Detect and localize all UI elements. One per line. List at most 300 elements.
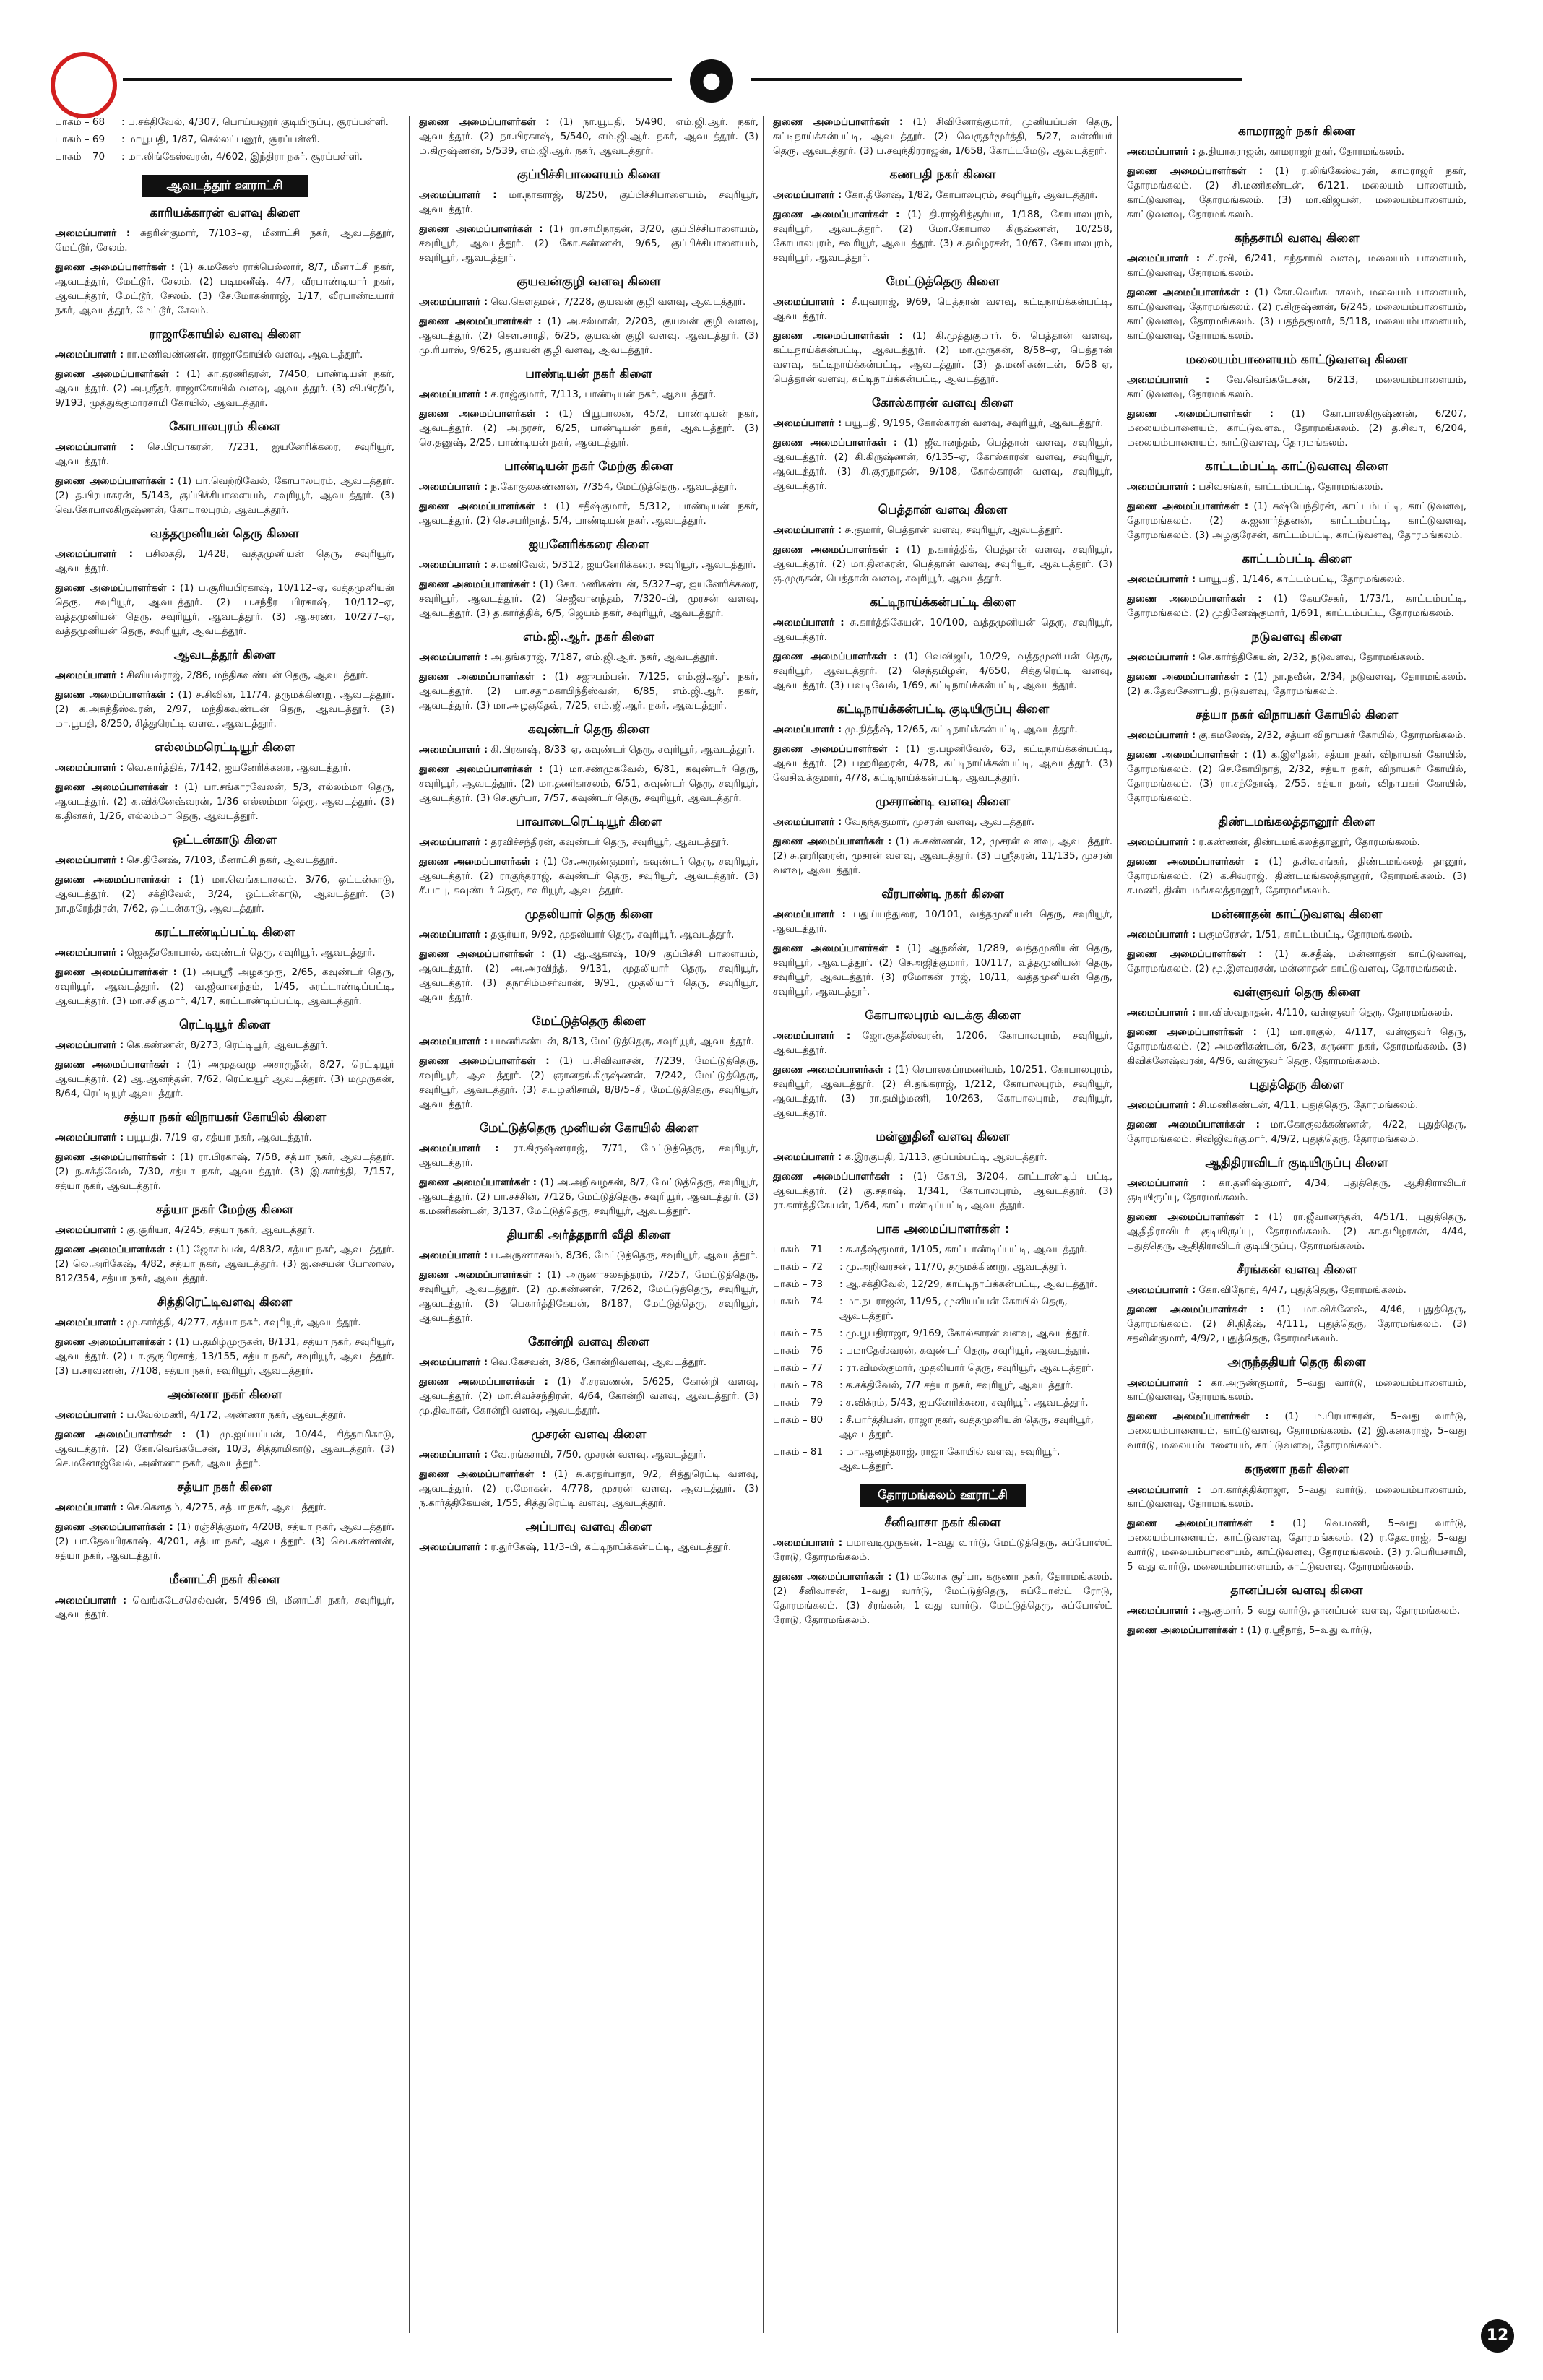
role-label: அமைப்பாளர் : xyxy=(773,524,842,537)
branch-title: கந்தசாமி வளவு கிளை xyxy=(1234,231,1360,246)
branch-title: எல்லம்மரெட்டியூர் கிளை xyxy=(154,740,295,756)
branch-title: கருணா நகர் கிளை xyxy=(1244,1462,1349,1477)
role-label: துணை அமைப்பாளர்கள் : xyxy=(419,579,537,591)
organizer-entry xyxy=(55,1336,394,1379)
panchayat-heading: தோரமங்கலம் ஊராட்சி xyxy=(860,1484,1026,1507)
booth-entry xyxy=(773,1362,1112,1376)
organizer-entry xyxy=(1127,748,1466,806)
booth-entry xyxy=(773,1278,1112,1292)
role-label: அமைப்பாளர் : xyxy=(55,441,134,454)
role-label: துணை அமைப்பாளர்கள் : xyxy=(773,209,900,221)
role-label: அமைப்பாளர் : xyxy=(55,947,124,959)
organizer-entry xyxy=(55,1131,394,1146)
branch-title: கோன்றி வளவு கிளை xyxy=(527,1335,649,1350)
member-details: (1) கேயசேகர், 1/73/1, காட்டம்பட்டி, தோரமங்கலம். (2) முதினேஷ்குமார், 1/691, காட்டம்பட்டி, தோரமங்கலம். xyxy=(1127,593,1466,620)
member-details: வெ.கார்த்திக், 7/142, ஐயனேரிக்கரை, ஆவடத்தூர். xyxy=(126,762,351,774)
role-label: அமைப்பாளர் : xyxy=(55,228,131,240)
booth-organizer: : மா.நடராஜன், 11/95, முனியப்பன் கோயில் தெரு, ஆவடத்தூர். xyxy=(839,1296,1068,1322)
branch-title: ராஜாகோயில் வளவு கிளை xyxy=(149,327,301,342)
role-label: துணை அமைப்பாளர்கள் : xyxy=(55,1059,181,1071)
member-details: அ.தங்கராஜ், 7/187, எம்.ஜி.ஆர். நகர், ஆவடத்தூர். xyxy=(490,652,718,664)
role-label: அமைப்பாளர் : xyxy=(1127,253,1201,265)
role-label: துணை அமைப்பாளர்கள் : xyxy=(419,948,545,961)
organizer-entry xyxy=(419,928,758,943)
member-details: செ.கார்த்திகேயன், 2/32, நடுவளவு, தோரமங்கலம். xyxy=(1198,652,1425,664)
role-label: துணை அமைப்பாளர்கள் : xyxy=(773,836,892,848)
member-details: (1) த.சிவசங்கர், திண்டமங்கலத் தானூர், தோரமங்கலம். (2) க.சிவராஜ், திண்டமங்கலத்தானூர், தோரமங்கலம். (3) ச.மணி, திண்டமங்கலத்தானூர், தோரமங்கலம். xyxy=(1127,856,1466,897)
branch-title: பாண்டியன் நகர் மேற்கு கிளை xyxy=(504,459,673,474)
organizer-entry xyxy=(55,1243,394,1286)
member-details: (1) பா.வெற்றிவேல், கோபாலபுரம், ஆவடத்தூர். (2) த.பிரபாகரன், 5/143, குப்பிச்சிபாளையம், சவுரியூர், ஆவடத்தூர். (3) வெ.கோபாலகிருஷ்ணன், கோபாலபுரம், ஆவடத்தூர். xyxy=(55,475,394,516)
role-label: துணை அமைப்பாளர்கள் : xyxy=(419,501,548,513)
organizer-entry xyxy=(773,189,1112,203)
organizer-entry xyxy=(773,1570,1112,1628)
role-label: அமைப்பாளர் : xyxy=(1127,1177,1206,1190)
member-details: பசிலகதி, 1/428, வத்தமுனியன் தெரு, சவுரியூர், ஆவடத்தூர். xyxy=(55,548,394,575)
booth-organizer: : மு.அறிவரசன், 11/70, தருமக்கிணறு, ஆவடத்தூர். xyxy=(839,1261,1068,1273)
role-label: துணை அமைப்பாளர்கள் : xyxy=(1127,1411,1269,1423)
role-label: துணை அமைப்பாளர்கள் : xyxy=(1127,1304,1264,1316)
booth-organizer: : மா.ஆனந்தராஜ், ராஜா கோயில் வளவு, சவுரியூர், ஆவடத்தூர். xyxy=(839,1445,1060,1472)
member-details: மா.நாகராஜ், 8/250, குப்பிச்சிபாளையம், சவுரியூர், ஆவடத்தூர். xyxy=(419,189,758,216)
role-label: அமைப்பாளர் : xyxy=(55,762,124,774)
role-label: அமைப்பாளர் : xyxy=(773,189,842,202)
branch-title: அப்பாவு வளவு கிளை xyxy=(525,1520,652,1535)
role-label: அமைப்பாளர் : xyxy=(773,417,842,430)
organizer-entry xyxy=(773,208,1112,266)
member-details: ரா.விஸ்வநாதன், 4/110, வள்ளுவர் தெரு, தோரமங்கலம். xyxy=(1198,1007,1453,1019)
organizer-entry xyxy=(419,1249,758,1263)
member-details: மு.கார்த்தி, 4/277, சத்யா நகர், சவுரியூர், ஆவடத்தூர். xyxy=(126,1317,361,1329)
member-details: (1) கோ.மணிகண்டன், 5/327–ஏ, ஐயனேரிக்கரை, சவுரியூர், ஆவடத்தூர். (2) செஜீவானந்தம், 7/320–பி, முரசன் வளவு, ஆவடத்தூர். (3) த.கார்த்திக், 6/5, ஜெயம் நகர், சவுரியூர், ஆவடத்தூர். xyxy=(419,579,758,620)
member-details: (1) கோ.வெங்கடாசலம், மலையம் பாளையம், காட்டுவளவு, தோரமங்கலம். (2) ர.கிருஷ்ணன், 6/245, மலையம்பாளையம், காட்டுவளவு, தோரமங்கலம். (3) பதந்தகுமார், 5/118, மலையம்பாளையம், காட்டுவளவு, தோரமங்கலம். xyxy=(1127,287,1466,342)
column-4 xyxy=(1117,116,1466,2333)
role-label: அமைப்பாளர் : xyxy=(55,1224,124,1237)
role-label: துணை அமைப்பாளர்கள் : xyxy=(55,689,174,701)
role-label: துணை அமைப்பாளர்கள் : xyxy=(773,943,900,955)
member-details: மா.கோகுலக்கண்ணன், 4/22, புதுத்தெரு, தோரமங்கலம். சிவிஜிவர்குமார், 4/9/2, புதுத்தெரு, தோரமங்கலம். xyxy=(1127,1119,1466,1146)
booth-number: பாகம் – 80 xyxy=(773,1414,824,1426)
role-label: துணை அமைப்பாளர்கள் : xyxy=(419,1055,550,1068)
role-label: துணை அமைப்பாளர்கள் : xyxy=(55,1151,176,1164)
member-details: கெ.கண்ணன், 8/273, ரெட்டியூர், ஆவடத்தூர். xyxy=(126,1039,329,1052)
organizer-entry xyxy=(419,836,758,850)
role-label: துணை அமைப்பாளர்கள் : xyxy=(419,1269,542,1281)
role-label: துணை அமைப்பாளர்கள் : xyxy=(773,651,898,662)
role-label: துணை அமைப்பாளர்கள் : xyxy=(55,582,176,594)
panchayat-heading: ஆவடத்தூர் ஊராட்சி xyxy=(142,175,308,197)
member-details: (1) மலோக சூர்யா, கருணா நகர், தோரமங்கலம். (2) சீனிவாசன், 1–வது வார்டு, மேட்டுத்தெரு, சுப்போஸ்ட் ரோடு, தோரமங்கலம். (3) சீரங்கன், 1–வது வார்டு, மேட்டுத்தெரு, சுப்போஸ்ட் ரோடு, தோரமங்கலம். xyxy=(773,1570,1112,1626)
organizer-entry xyxy=(773,295,1112,324)
member-details: (1) மு.ஐய்யப்பன், 10/44, சித்தாமிகாடு, ஆவடத்தூர். (2) கோ.வெங்கடேசன், 10/3, சித்தாமிகாடு, ஆவடத்தூர். (3) செ.மனோஜ்வேல், அண்ணா நகர், ஆவடத்தூர். xyxy=(55,1429,394,1470)
member-details: (1) நா.நவீன், 2/34, நடுவளவு, தோரமங்கலம். (2) க.தேவசேனாபதி, நடுவளவு, தோரமங்கலம். xyxy=(1127,671,1466,698)
organizer-entry xyxy=(55,1408,394,1423)
branch-title: குப்பிச்சிபாளையம் கிளை xyxy=(517,167,661,182)
member-details: சி.ரவி, 6/241, கந்தசாமி வளவு, மலையம் பாளையம், காட்டுவளவு, தோரமங்கலம். xyxy=(1127,253,1466,280)
booth-number: பாகம் – 73 xyxy=(773,1278,824,1291)
member-details: (1) வெவிஜய், 10/29, வத்தமுனியன் தெரு, சவுரியூர், ஆவடத்தூர். (2) செந்தமிழன், 4/650, சித்துரெட்டி வளவு, ஆவடத்தூர். (3) பவடிவேல், 1/69, கட்டிநாய்க்கன்பட்டி, ஆவடத்தூர். xyxy=(773,651,1112,691)
branch-title: அண்ணா நகர் கிளை xyxy=(167,1388,282,1403)
organizer-entry xyxy=(419,1176,758,1219)
member-details: (1) கோபி, 3/204, காட்டாண்டிப் பட்டி, ஆவடத்தூர். (2) கு.சதாஷ், 1/341, கோபாலபுரம், ஆவடத்தூர். (3) ரா.கார்த்திகேயன், 1/64, காட்டாண்டிப்பட்டி, ஆவடத்தூர். xyxy=(773,1171,1112,1211)
role-label: அமைப்பாளர் : xyxy=(1127,574,1196,586)
booth-entry xyxy=(55,116,394,130)
organizer-entry xyxy=(419,651,758,665)
member-details: செ.தினேஷ், 7/103, மீனாட்சி நகர், ஆவடத்தூர். xyxy=(126,854,338,867)
member-details: (1) ர.லிங்கேஸ்வரன், காமராஜர் நகர், தோரமங்கலம். (2) சி.மணிகண்டன், 6/121, மலையம் பாளையம், காட்டுவளவு, தோரமங்கலம். (3) மா.விஜயன், மலையம்பாளையம், காட்டுவளவு, தோரமங்கலம். xyxy=(1127,165,1466,221)
booth-organizer: : மா.லிங்கேஸ்வரன், 4/602, இந்திரா நகர், சூரப்பள்ளி. xyxy=(121,150,363,163)
role-label: துணை அமைப்பாளர்கள் : xyxy=(773,1064,891,1076)
organizer-entry xyxy=(773,942,1112,1000)
role-label: அமைப்பாளர் : xyxy=(773,816,842,828)
booth-number: பாகம் – 72 xyxy=(773,1261,824,1273)
organizer-entry xyxy=(1127,480,1466,495)
member-details: (1) ந.கார்த்திக், பெத்தான் வளவு, சவுரியூர், ஆவடத்தூர். (2) மா.தினகரன், பெத்தான் வளவு, சவுரியூர், ஆவடத்தூர். (3) கு.முருகன், பெத்தான் வளவு, சவுரியூர், ஆவடத்தூர். xyxy=(773,544,1112,584)
role-label: துணை அமைப்பாளர்கள் : xyxy=(419,856,539,868)
organizer-entry xyxy=(55,348,394,363)
member-details: பதுய்யந்துரை, 10/101, வத்தமுனியன் தெரு, சவுரியூர், ஆவடத்தூர். xyxy=(773,909,1112,935)
branch-title: கட்டிநாய்க்கன்பட்டி குடியிருப்பு கிளை xyxy=(836,701,1050,717)
member-details: ஆ.குமார், 5–வது வார்டு, தானப்பன் வளவு, தோரமங்கலம். xyxy=(1198,1605,1461,1617)
role-label: அமைப்பாளர் : xyxy=(419,389,488,401)
role-label: துணை அமைப்பாளர்கள் : xyxy=(55,782,178,794)
branch-title: முசராண்டி வளவு கிளை xyxy=(875,794,1011,809)
organizer-entry xyxy=(773,1536,1112,1565)
role-label: அமைப்பாளர் : xyxy=(419,1250,488,1262)
role-label: அமைப்பாளர் : xyxy=(773,617,844,629)
branch-title: சத்யா நகர் மேற்கு கிளை xyxy=(155,1203,294,1218)
organizer-entry xyxy=(773,616,1112,645)
page-header xyxy=(0,0,1543,116)
branch-title: நடுவளவு கிளை xyxy=(1251,630,1342,645)
member-details: கு.சூரியா, 4/245, சத்யா நகர், ஆவடத்தூர். xyxy=(126,1224,316,1237)
role-label: அமைப்பாளர் : xyxy=(419,1356,488,1369)
member-details: வேநந்தகுமார், முசரன் வளவு, ஆவடத்தூர். xyxy=(844,816,1035,828)
role-label: அமைப்பாளர் : xyxy=(1127,1007,1196,1019)
branch-title: மீனாட்சி நகர் கிளை xyxy=(169,1572,280,1588)
role-label: துணை அமைப்பாளர்கள் : xyxy=(55,1336,173,1349)
branch-title: கவுண்டர் தெரு கிளை xyxy=(527,722,650,737)
booth-entry xyxy=(773,1295,1112,1324)
role-label: அமைப்பாளர் : xyxy=(55,1409,124,1421)
organizer-entry xyxy=(773,908,1112,937)
role-label: துணை அமைப்பாளர்கள் : xyxy=(773,437,898,449)
member-details: (1) வெ.மணி, 5–வது வார்டு, மலையம்பாளையம், காட்டுவளவு, தோரமங்கலம். (2) ர.தேவராஜ், 5–வது வார்டு, மலையம்பாளையம், காட்டுவளவு, தோரமங்கலம். (3) ர.பெரியசாமி, 5–வது வார்டு, மலையம்பாளையம், காட்டுவளவு, தோரமங்கலம். xyxy=(1127,1518,1466,1573)
role-label: அமைப்பாளர் : xyxy=(55,1502,124,1514)
booth-number: பாகம் – 71 xyxy=(773,1244,824,1256)
organizer-entry xyxy=(1127,1006,1466,1021)
role-label: துணை அமைப்பாளர்கள் : xyxy=(1127,749,1248,761)
member-details: (1) மா.வெங்கடாசலம், 3/76, ஒட்டன்காடு, ஆவடத்தூர். (2) சக்திவேல், 3/24, ஒட்டன்காடு, ஆவடத்தூர். (3) நா.நரேந்திரன், 7/62, ஒட்டன்காடு, ஆவடத்தூர். xyxy=(55,874,394,915)
role-label: அமைப்பாளர் : xyxy=(419,1143,499,1155)
organizer-entry xyxy=(1127,1211,1466,1254)
organizer-entry xyxy=(419,295,758,310)
organizer-entry xyxy=(55,1428,394,1471)
member-details: (1) அ.அறிவழகன், 8/7, மேட்டுத்தெரு, சவுரியூர், ஆவடத்தூர். (2) பா.சச்சின், 7/126, மேட்டுத்தெரு, சவுரியூர், ஆவடத்தூர். (3) க.மணிகண்டன், 3/137, மேட்டுத்தெரு, சவுரியூர், ஆவடத்தூர். xyxy=(419,1177,758,1218)
member-details: செ.கௌதம், 4/275, சத்யா நகர், ஆவடத்தூர். xyxy=(126,1502,327,1514)
organizer-entry xyxy=(55,854,394,868)
member-details: கோ.தினேஷ், 1/82, கோபாலபுரம், சவுரியூர், ஆவடத்தூர். xyxy=(844,189,1098,202)
role-label: துணை அமைப்பாளர்கள் : xyxy=(1127,1518,1274,1530)
organizer-entry xyxy=(773,723,1112,737)
member-details: (1) சீ.சரவணன், 5/625, கோன்றி வளவு, ஆவடத்தூர். (2) மா.சிவச்சந்திரன், 4/64, கோன்றி வளவு, ஆவடத்தூர். (3) மு.திவாகர், கோன்றி வளவு, ஆவடத்தூர். xyxy=(419,1376,758,1417)
role-label: அமைப்பாளர் : xyxy=(773,296,845,308)
member-details: கோ.விநோத், 4/47, புதுத்தெரு, தோரமங்கலம். xyxy=(1198,1284,1406,1297)
branch-title: காட்டம்பட்டி கிளை xyxy=(1242,552,1352,566)
role-label: அமைப்பாளர் : xyxy=(419,296,488,308)
booth-number: பாகம் – 75 xyxy=(773,1327,824,1339)
organizer-entry xyxy=(1127,407,1466,451)
role-label: அமைப்பாளர் : xyxy=(55,1132,124,1144)
organizer-entry xyxy=(1127,373,1466,402)
role-label: அமைப்பாளர் : xyxy=(55,548,133,561)
organizer-entry xyxy=(1127,573,1466,587)
role-label: துணை அமைப்பாளர்கள் : xyxy=(1127,948,1263,961)
member-details: த.தியாகராஜன், காமராஜர் நகர், தோரமங்கலம். xyxy=(1198,146,1404,158)
member-details: தசூர்யா, 9/92, முதலியார் தெரு, சவுரியூர், ஆவடத்தூர். xyxy=(490,929,735,941)
organizer-entry xyxy=(55,781,394,824)
member-details: (1) ச.சிவின், 11/74, தருமக்கிணறு, ஆவடத்தூர். (2) க.அசுந்தீஸ்வரன், 2/97, மந்திகவுண்டன் தெரு, ஆவடத்தூர். (3) மா.பூபதி, 8/250, சித்துரெட்டி வளவு, ஆவடத்தூர். xyxy=(55,689,394,730)
organizer-entry xyxy=(773,743,1112,786)
role-label: அமைப்பாளர் : xyxy=(1127,374,1210,386)
member-details: வே.வெங்கடேசன், 6/213, மலையம்பாளையம், காட்டுவளவு, தோரமங்கலம். xyxy=(1127,374,1466,401)
branch-title: சத்யா நகர் விநாயகர் கோயில் கிளை xyxy=(123,1110,327,1125)
booth-number: பாகம் – 77 xyxy=(773,1362,824,1374)
organizer-entry xyxy=(419,315,758,358)
role-label: அமைப்பாளர் : xyxy=(55,1317,124,1329)
role-label: அமைப்பாளர் : xyxy=(419,744,488,756)
branch-title: சத்யா நகர் விநாயகர் கோயில் கிளை xyxy=(1195,708,1399,723)
organizer-entry xyxy=(55,475,394,518)
member-details: (1) ம.பிரபாகரன், 5–வது வார்டு, மலையம்பாளையம், காட்டுவளவு, தோரமங்கலம். (2) இ.கனகராஜ், 5–வது வார்டு, மலையம்பாளையம், காட்டுவளவு, தோரமங்கலம். xyxy=(1127,1411,1466,1452)
party-emblem-icon: ● xyxy=(690,59,733,103)
organizer-entry xyxy=(773,417,1112,431)
member-details: சு.கார்த்திகேயன், 10/100, வத்தமுனியன் தெரு, சவுரியூர், ஆவடத்தூர். xyxy=(773,617,1112,644)
role-label: துணை அமைப்பாளர்கள் : xyxy=(1127,856,1259,868)
branch-title: ஐயனேரிக்கரை கிளை xyxy=(528,537,649,553)
column-2 xyxy=(409,116,758,2333)
organizer-entry xyxy=(419,1055,758,1112)
booth-number: பாகம் – 81 xyxy=(773,1445,824,1458)
member-details: சீ.யுவராஜ், 9/69, பெத்தான் வளவு, கட்டிநாய்க்கன்பட்டி, ஆவடத்தூர். xyxy=(773,296,1112,323)
booth-number: பாகம் – 69 xyxy=(55,133,105,145)
organizer-entry xyxy=(773,1170,1112,1213)
role-label: துணை அமைப்பாளர்கள் : xyxy=(1127,671,1249,683)
role-label: அமைப்பாளர் : xyxy=(1127,929,1196,941)
role-label: துணை அமைப்பாளர்கள் : xyxy=(1127,1119,1260,1131)
member-details: (1) ஆ.ஆகாஷ், 10/9 குப்பிச்சி பாளையம், ஆவடத்தூர். (2) அ.அரவிந்த், 9/131, முதலியார் தெரு, சவுரியூர், ஆவடத்தூர். (3) தநாசிம்மசர்வான், 9/91, முதலியார் தெரு, சவுரியூர், ஆவடத்தூர். xyxy=(419,948,758,1004)
member-details: (1) ப.தமிழ்முருகன், 8/131, சத்யா நகர், சவுரியூர், ஆவடத்தூர். (2) பா.குருபிரசாத், 13/155, சத்யா நகர், சவுரியூர், ஆவடத்தூர். (3) ப.சரவணன், 7/108, சத்யா நகர், சவுரியூர், ஆவடத்தூர். xyxy=(55,1336,394,1377)
member-details: ர.துர்கேஷ், 11/3–பி, கட்டிநாய்க்கன்பட்டி, ஆவடத்தூர். xyxy=(490,1541,732,1554)
role-label: துணை அமைப்பாளர்கள் : xyxy=(1127,501,1249,513)
branch-title: மன்னாதன் காட்டுவளவு கிளை xyxy=(1211,907,1383,922)
organizer-entry xyxy=(1127,1484,1466,1513)
organizer-entry xyxy=(419,388,758,402)
organizer-entry xyxy=(55,548,394,576)
role-label: துணை அமைப்பாளர்கள் : xyxy=(1127,1211,1259,1224)
member-details: (1) சு.சதீஷ், மன்னாதன் காட்டுவளவு, தோரமங்கலம். (2) மூ.இளவரசன், மன்னாதன் காட்டுவளவு, தோரமங்கலம். xyxy=(1127,948,1466,975)
role-label: அமைப்பாளர் : xyxy=(1127,1377,1202,1389)
organizer-entry xyxy=(55,761,394,776)
role-label: துணை அமைப்பாளர்கள் : xyxy=(773,743,899,756)
branch-title: திண்டமங்கலத்தானூர் கிளை xyxy=(1218,815,1375,830)
member-details: (1) ரஞ்சித்குமர், 4/208, சத்யா நகர், ஆவடத்தூர். (2) பா.தேவபிரகாஷ், 4/201, சத்யா நகர், ஆவடத்தூர். (3) வெ.கண்ணன், சத்யா நகர், ஆவடத்தூர். xyxy=(55,1521,394,1562)
branch-title: மன்னுதினீ வளவு கிளை xyxy=(876,1129,1010,1144)
booth-number: பாகம் – 70 xyxy=(55,150,105,163)
organizer-entry xyxy=(1127,651,1466,665)
organizer-entry xyxy=(773,436,1112,494)
organizer-entry xyxy=(55,581,394,639)
role-label: துணை அமைப்பாளர்கள் : xyxy=(55,1244,173,1256)
member-details: சுதரின்குமார், 7/103–ஏ, மீனாட்சி நகர், ஆவடத்தூர், மேட்டூர், சேலம். xyxy=(55,228,394,254)
booth-organizer: : ப.சக்திவேல், 4/307, பொய்யனூர் குடியிருப்பு, சூரப்பள்ளி. xyxy=(121,116,389,128)
member-details: (1) ஜோசம்பன், 4/83/2, சத்யா நகர், ஆவடத்தூர். (2) லெ.அரிகேஷ், 4/82, சத்யா நகர், ஆவடத்தூர். (3) ஐ.சையன் போலாஸ், 812/354, சத்யா நகர், ஆவடத்தூர். xyxy=(55,1244,394,1285)
member-details: (1) கோ.பாலகிருஷ்ணன், 6/207, மலையம்பாளையம், காட்டுவளவு, தோரமங்கலம். (2) த.சிவா, 6/204, மலையம்பாளையம், காட்டுவளவு, தோரமங்கலம். xyxy=(1127,408,1466,449)
organizer-entry xyxy=(419,116,758,159)
member-details: (1) சதீஷ்குமார், 5/312, பாண்டியன் நகர், ஆவடத்தூர். (2) செ.சபரிநாத், 5/4, பாண்டியன் நகர், ஆவடத்தூர். xyxy=(419,501,758,527)
role-label: துணை அமைப்பாளர்கள் : xyxy=(419,1177,537,1189)
role-label: துணை அமைப்பாளர்கள் : xyxy=(773,116,904,128)
member-details: (1) மா.ராகுல், 4/117, வள்ளுவர் தெரு, தோரமங்கலம். (2) அமணிகண்டன், 6/23, கருணா நகர், தோரமங்கலம். (3) கிவிக்னேஷ்வரன், 4/96, வள்ளுவர் தெரு, தோரமங்கலம். xyxy=(1127,1026,1466,1068)
organizer-entry xyxy=(419,670,758,714)
member-details: ப.அருணாசலம், 8/36, மேட்டுத்தெரு, சவுரியூர், ஆவடத்தூர். xyxy=(490,1250,758,1262)
booth-number: பாகம் – 76 xyxy=(773,1344,824,1356)
organizer-entry xyxy=(1127,1604,1466,1619)
booth-entry xyxy=(773,1414,1112,1442)
member-details: (1) நா.யூபதி, 5/490, எம்.ஜி.ஆர். நகர், ஆவடத்தூர். (2) நா.பிரகாஷ், 5/540, எம்.ஜி.ஆர். நகர், ஆவடத்தூர். (3) ம.கிருஷ்ணன், 5/539, எம்.ஜி.ஆர். நகர், ஆவடத்தூர். xyxy=(419,116,758,157)
booth-number: பாகம் – 74 xyxy=(773,1296,824,1307)
organizer-entry xyxy=(1127,670,1466,699)
organizer-entry xyxy=(773,815,1112,830)
booth-entry xyxy=(773,1243,1112,1258)
role-label: அமைப்பாளர் : xyxy=(773,1536,843,1549)
organizer-entry xyxy=(1127,729,1466,743)
role-label: அமைப்பாளர் : xyxy=(419,189,497,202)
organizer-entry xyxy=(773,1151,1112,1165)
member-details: (1) சு.கண்ணன், 12, முசரன் வளவு, ஆவடத்தூர். (2) சு.ஹரிஹரன், முசரன் வளவு, ஆவடத்தூர். (3) பஸ்ரீதரன், 11/135, முசரன் வளவு, ஆவடத்தூர். xyxy=(773,836,1112,876)
booth-entry xyxy=(55,133,394,147)
branch-title: வள்ளுவர் தெரு கிளை xyxy=(1233,985,1360,1000)
booth-organizer: : ச.விக்ரம், 5/43, ஐயனேரிக்கரை, சவுரியூர், ஆவடத்தூர். xyxy=(839,1396,1089,1408)
organizer-entry xyxy=(1127,948,1466,977)
member-details: (1) செபாலகப்ரமணியம், 10/251, கோபாலபுரம், சவுரியூர், ஆவடத்தூர். (2) சி.தங்கராஜ், 1/212, கோபாலபுரம், சவுரியூர், ஆவடத்தூர். (3) ரா.தமிழ்மணி, 10/263, கோபாலபுரம், சவுரியூர், ஆவடத்தூர். xyxy=(773,1064,1112,1119)
booth-organizer: : மாயூபதி, 1/87, செல்லப்பனூர், சூரப்பள்ளி. xyxy=(121,133,320,145)
member-details: (1) சு.கரதர்பாதா, 9/2, சித்துரெட்டி வளவு, ஆவடத்தூர். (2) ர.மோகன், 4/778, முசரன் வளவு, ஆவடத்தூர். (3) ந.கார்த்திகேயன், 1/55, சித்துரெட்டி வளவு, ஆவடத்தூர். xyxy=(419,1468,758,1510)
branch-title: காட்டம்பட்டி காட்டுவளவு கிளை xyxy=(1205,459,1388,474)
branch-title: கோபாலபுரம் கிளை xyxy=(169,420,280,435)
branch-title: வீரபாண்டி நகர் கிளை xyxy=(881,886,1004,901)
member-details: ந.கோகுலகண்ணன், 7/354, மேட்டுத்தெரு, ஆவடத்தூர். xyxy=(490,481,738,493)
role-label: அமைப்பாளர் : xyxy=(1127,146,1196,158)
member-details: ரா.மணிவண்ணன், ராஜாகோயில் வளவு, ஆவடத்தூர். xyxy=(126,349,363,361)
branch-title: தியாகி அர்த்தநாரி வீதி கிளை xyxy=(506,1228,671,1243)
role-label: துணை அமைப்பாளர்கள் : xyxy=(55,1521,173,1533)
member-details: (1) பா.சங்காரவேலன், 5/3, எல்லம்மா தெரு, ஆவடத்தூர். (2) க.விக்னேஷ்வரன், 1/36 எல்லம்மா தெரு, ஆவடத்தூர். (3) க.தினகர், 1/26, எல்லம்மா தெரு, ஆவடத்தூர். xyxy=(55,782,394,823)
role-label: அமைப்பாளர் : xyxy=(773,1030,851,1042)
member-details: ச.ராஜ்குமார், 7/113, பாண்டியன் நகர், ஆவடத்தூர். xyxy=(490,389,717,401)
organizer-entry xyxy=(1127,836,1466,850)
role-label: துணை அமைப்பாளர்கள் : xyxy=(419,1376,548,1388)
organizer-entry xyxy=(419,222,758,266)
organizer-entry xyxy=(55,441,394,469)
column-1 xyxy=(55,116,394,2333)
member-details: சு.குமார், பெத்தான் வளவு, சவுரியூர், ஆவடத்தூர். xyxy=(844,524,1063,537)
role-label: அமைப்பாளர் : xyxy=(1127,730,1196,742)
branch-title: சீனிவாசா நகர் கிளை xyxy=(884,1515,1001,1530)
branch-title: குயவன்குழி வளவு கிளை xyxy=(517,274,661,289)
branch-title: ஆவடத்தூர் கிளை xyxy=(173,648,276,663)
member-details: ரா.கிருஷ்ணராஜ், 7/71, மேட்டுத்தெரு, சவுரியூர், ஆவடத்தூர். xyxy=(419,1143,758,1169)
member-details: ர.கண்ணன், திண்டமங்கலத்தானூர், தோரமங்கலம். xyxy=(1198,836,1420,849)
role-label: அமைப்பாளர் : xyxy=(773,724,842,736)
role-label: துணை அமைப்பாளர்கள் : xyxy=(1127,1624,1245,1637)
organizer-entry xyxy=(419,743,758,758)
page-number: 12 xyxy=(1481,2319,1514,2353)
organizer-entry xyxy=(419,578,758,621)
branch-title: காரியக்காரன் வளவு கிளை xyxy=(150,206,300,221)
role-label: துணை அமைப்பாளர்கள் : xyxy=(419,408,550,420)
booth-number: பாகம் – 68 xyxy=(55,116,105,128)
organizer-entry xyxy=(55,368,394,411)
organizer-entry xyxy=(419,558,758,573)
member-details: (1) கு.பழனிவேல், 63, கட்டிநாய்க்கன்பட்டி, ஆவடத்தூர். (2) பஹரிஹரன், 4/78, கட்டிநாய்க்கன்பட்டி, ஆவடத்தூர். (3) வேசிவக்குமார், 4/78, கட்டிநாய்க்கன்பட்டி, ஆவடத்தூர். xyxy=(773,743,1112,784)
organizer-entry xyxy=(55,966,394,1009)
branch-title: எம்.ஜி.ஆர். நகர் கிளை xyxy=(523,630,654,645)
branch-title: சீரங்கன் வளவு கிளை xyxy=(1237,1263,1357,1278)
branch-title: பாக அமைப்பாளர்கள் : xyxy=(876,1221,1010,1237)
role-label: துணை அமைப்பாளர்கள் : xyxy=(773,1171,904,1183)
branch-title: ஒட்டன்காடு கிளை xyxy=(173,833,277,848)
organizer-entry xyxy=(419,1268,758,1326)
member-details: பமணிகண்டன், 8/13, மேட்டுத்தெரு, சவுரியூர், ஆவடத்தூர். xyxy=(490,1036,755,1048)
organizer-entry xyxy=(419,1541,758,1555)
organizer-entry xyxy=(55,1594,394,1623)
member-details: மா.கார்த்திக்ராஜா, 5–வது வார்டு, மலையம்பாளையம், காட்டுவளவு, தோரமங்கலம். xyxy=(1127,1484,1466,1510)
member-details: வெங்கடேசசெல்வன், 5/496–பி, மீனாட்சி நகர், சவுரியூர், ஆவடத்தூர். xyxy=(55,1594,394,1621)
booth-entry xyxy=(773,1445,1112,1474)
member-details: (1) க.இளிதன், சத்யா நகர், விநாயகர் கோயில், தோரமங்கலம். (2) செ.கோபிநாத், 2/32, சத்யா நகர், விநாயகர் கோயில், தோரமங்கலம். (3) ரா.சந்தோஷ், 2/55, சத்யா நகர், விநாயகர் கோயில், தோரமங்கலம். xyxy=(1127,749,1466,805)
branch-title: ஆதிதிராவிடர் குடியிருப்பு கிளை xyxy=(1205,1156,1388,1171)
organizer-entry xyxy=(55,1316,394,1330)
role-label: அமைப்பாளர் : xyxy=(1127,481,1196,493)
role-label: துணை அமைப்பாளர்கள் : xyxy=(55,475,174,488)
organizer-entry xyxy=(1127,1177,1466,1206)
organizer-entry xyxy=(419,1356,758,1370)
role-label: துணை அமைப்பாளர்கள் : xyxy=(419,116,550,128)
branch-title: அருந்ததியர் தெரு கிளை xyxy=(1227,1355,1366,1370)
booth-organizer: : சீ.பார்த்திபன், ராஜா நகர், வத்தமுனியன் தெரு, சவுரியூர், ஆவடத்தூர். xyxy=(839,1414,1094,1440)
role-label: அமைப்பாளர் : xyxy=(773,909,846,921)
organizer-entry xyxy=(773,524,1112,538)
member-details: கா.அருண்குமார், 5–வது வார்டு, மலையம்பாளையம், காட்டுவளவு, தோரமங்கலம். xyxy=(1127,1377,1466,1403)
organizer-entry xyxy=(419,763,758,806)
organizer-entry xyxy=(773,650,1112,693)
member-details: தரவிச்சந்திரன், கவுண்டர் தெரு, சவுரியூர், ஆவடத்தூர். xyxy=(490,836,730,849)
organizer-entry xyxy=(55,873,394,917)
member-details: பமாவடிமுருகன், 1–வது வார்டு, மேட்டுத்தெரு, சுப்போஸ்ட் ரோடு, தோரமங்கலம். xyxy=(773,1536,1112,1563)
organizer-entry xyxy=(55,1501,394,1515)
role-label: அமைப்பாளர் : xyxy=(55,670,124,682)
organizer-entry xyxy=(419,189,758,217)
role-label: அமைப்பாளர் : xyxy=(419,652,488,664)
booth-organizer: : க.சதீஷ்குமார், 1/105, காட்டாண்டிப்பட்டி, ஆவடத்தூர். xyxy=(839,1244,1088,1256)
member-details: ஜெகதீசகோபால், கவுண்டர் தெரு, சவுரியூர், ஆவடத்தூர். xyxy=(126,947,376,959)
member-details: (1) பியூபாலன், 45/2, பாண்டியன் நகர், ஆவடத்தூர். (2) அ.நரசர், 6/25, பாண்டியன் நகர், ஆவடத்தூர். (3) செ.தனுஷ், 2/25, பாண்டியன் நகர், ஆவடத்தூர். xyxy=(419,408,758,449)
organizer-entry xyxy=(55,688,394,732)
role-label: துணை அமைப்பாளர்கள் : xyxy=(419,223,543,235)
organizer-entry xyxy=(1127,1624,1466,1638)
role-label: அமைப்பாளர் : xyxy=(419,481,488,493)
